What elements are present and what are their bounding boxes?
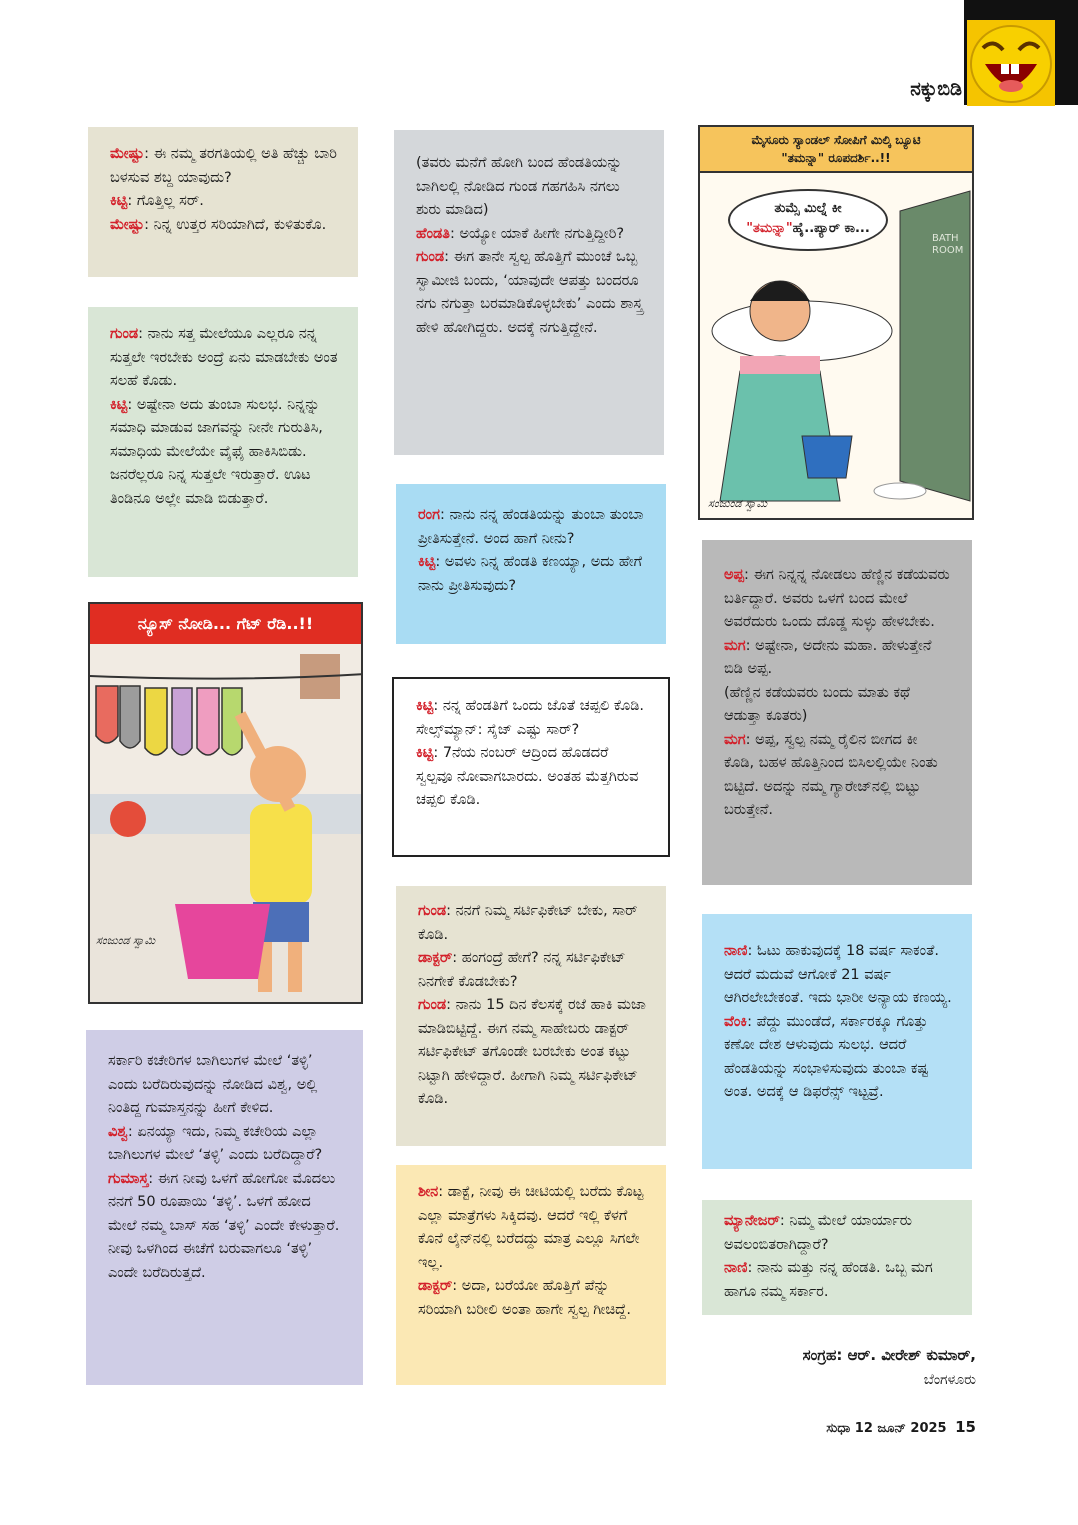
joke-line: ಗುಂಡ: ನನಗೆ ನಿಮ್ಮ ಸರ್ಟಿಫಿಕೇಟ್ ಬೇಕು, ಸಾರ್ ಕೊಡಿ. (418, 903, 638, 943)
dialogue-text: ನಾನು ನನ್ನ ಹೆಂಡತಿಯನ್ನು ತುಂಬಾ ತುಂಬಾ ಪ್ರೀತಿಸುತ್ತೇನೆ. ಅಂದ ಹಾಗೆ ನೀನು? (418, 507, 644, 547)
dialogue-text: ಅಪ್ಪ, ಸ್ವಲ್ಪ ನಮ್ಮ ರೈಲಿನ ಬೀಗದ ಕೀ ಕೊಡಿ, ಬಹಳ ಹೊತ್ತಿನಿಂದ ಬಿಸಿಲಲ್ಲಿಯೇ ನಿಂತು ಬಿಟ್ಟಿದೆ. ಅದನ್ನು ನಮ್ಮ ಗ್ಯಾರೇಜ್‌ನಲ್ಲಿ ಬಿಟ್ಟು ಬರುತ್ತೇನೆ. (724, 731, 938, 818)
dialogue-text: ಸೇಲ್ಸ್‌ಮ್ಯಾನ್: ಸೈಜ್ ಎಷ್ಟು ಸಾರ್? (416, 721, 580, 738)
speaker-name: ಗುಂಡ (418, 903, 447, 919)
speaker-name: ಶೀನ (418, 1184, 439, 1200)
joke-line: ಡಾಕ್ಟರ್: ಹಂಗಂದ್ರೆ ಹೇಗೆ? ನನ್ನ ಸರ್ಟಿಫಿಕೇಟ್ ನಿನಗೇಕೆ ಕೊಡಬೇಕು? (418, 950, 626, 990)
joke-box-11 (702, 1200, 972, 1315)
section-title: ನಕ್ಕುಬಿಡಿ (910, 78, 962, 100)
speaker-name: ಕಿಟ್ಟಿ (110, 193, 128, 209)
issue-date: 12 ಜೂನ್ 2025 (854, 1421, 947, 1436)
joke-line: ಕಿಟ್ಟಿ: ನನ್ನ ಹೆಂಡತಿಗೆ ಒಂದು ಜೊತೆ ಚಪ್ಪಲಿ ಕೊಡಿ. (416, 698, 644, 714)
bubble-line-2 (730, 219, 886, 239)
speaker-name: ಗುಂಡ (418, 997, 447, 1013)
joke-line (724, 682, 952, 729)
door-sign: BATH ROOM (932, 233, 964, 256)
joke-line: ಕಿಟ್ಟಿ: ಅಷ್ಟೇನಾ ಅದು ತುಂಬಾ ಸುಲಭ. ನಿನ್ನನ್ನು ಸಮಾಧಿ ಮಾಡುವ ಜಾಗವನ್ನು ನೀನೇ ಗುರುತಿಸಿ, ಸಮಾಧಿಯ ಮೇಲೆಯೇ ವೈಫೈ ಹಾಕಿಸಿಬಿಡು. ಜನರೆಲ್ಲರೂ ನಿನ್ನ ಸುತ್ತಲೇ ಇರುತ್ತಾರೆ. ಊಟ ತಿಂಡಿನೂ ಅಲ್ಲೇ ಮಾಡಿ ಬಿಡುತ್ತಾರೆ. (110, 396, 323, 507)
joke-line: ಮ್ಯಾನೇಜರ್: ನಿಮ್ಮ ಮೇಲೆ ಯಾರ್ಯಾರು ಅವಲಂಬಿತರಾಗಿದ್ದಾರೆ? (724, 1213, 912, 1253)
joke-line: ಕಿಟ್ಟಿ: 7ನೆಯ ನಂಬರ್ ಆದ್ರಿಂದ ಹೊಡದರೆ ಸ್ವಲ್ಪವೂ ನೋವಾಗಬಾರದು. ಅಂತಹ ಮೆತ್ತಗಿರುವ ಚಪ್ಪಲಿ ಕೊಡಿ. (416, 745, 639, 808)
speaker-name: ಮಗ (724, 637, 746, 654)
dialogue-text: ಹಂಗಂದ್ರೆ ಹೇಗೆ? ನನ್ನ ಸರ್ಟಿಫಿಕೇಟ್ ನಿನಗೇಕೆ ಕೊಡಬೇಕು? (418, 950, 626, 990)
speaker-name: ಕಿಟ್ಟಿ (416, 698, 434, 714)
speaker-name: ಮಗ (724, 731, 746, 748)
dialogue-text: ಈಗ ನಿನ್ನನ್ನ ನೋಡಲು ಹೆಣ್ಣಿನ ಕಡೆಯವರು ಬರ್ತಿದ್ದಾರೆ. ಅವರು ಒಳಗೆ ಬಂದ ಮೇಲೆ ಅವರೆದುರು ಒಂದು ದೊಡ್ಡ ಸುಳ್ಳು ಹೇಳಬೇಕು. (724, 567, 950, 630)
joke-line: ಗುಂಡ: ನಾನು ಸತ್ತ ಮೇಲೆಯೂ ಎಲ್ಲರೂ ನನ್ನ ಸುತ್ತಲೇ ಇರಬೇಕು ಅಂದ್ರೆ ಏನು ಮಾಡಬೇಕು ಅಂತ ಸಲಹೆ ಕೊಡು. (110, 326, 338, 389)
dialogue-text: ಅಯ್ಯೋ ಯಾಕೆ ಹೀಗೇ ನಗುತ್ತಿದ್ದೀರಿ? (459, 225, 625, 242)
bubble-name: "ತಮನ್ನಾ" (746, 221, 793, 236)
joke-line: ಮೇಷ್ಟು: ನಿನ್ನ ಉತ್ತರ ಸರಿಯಾಗಿದೆ, ಕುಳಿತುಕೊ. (110, 216, 327, 233)
speaker-name: ಗುಂಡ (416, 249, 445, 265)
dialogue-text: ಸರ್ಕಾರಿ ಕಚೇರಿಗಳ ಬಾಗಿಲುಗಳ ಮೇಲೆ ‘ತಳ್ಳಿ’ ಎಂದು ಬರೆದಿರುವುದನ್ನು ನೋಡಿದ ವಿಶ್ವ, ಅಲ್ಲಿ ನಿಂತಿದ್ದ ಗುಮಾಸ್ತನನ್ನು ಹೀಗೆ ಕೇಳಿದ. (108, 1053, 318, 1116)
joke-box-10 (396, 1165, 666, 1385)
joke-box-5 (392, 677, 670, 857)
joke-box-3 (394, 130, 664, 455)
dialogue-text: ಈಗ ನೀವು ಒಳಗೆ ಹೋಗೋ ಮೊದಲು ನನಗೆ 50 ರೂಪಾಯಿ ‘ತಳ್ಳಿ’. ಒಳಗೆ ಹೋದ ಮೇಲೆ ನಮ್ಮ ಬಾಸ್ ಸಹ ‘ತಳ್ಳಿ’ ಎಂದೇ ಕೇಳುತ್ತಾರೆ. ನೀವು ಒಳಗಿಂದ ಈಚೆಗೆ ಬರುವಾಗಲೂ ‘ತಳ್ಳಿ’ ಎಂದೇ ಬರೆದಿರುತ್ತದೆ. (108, 1170, 340, 1281)
cartoon-soap-bathroom (698, 125, 974, 520)
joke-line (416, 152, 644, 223)
joke-line: ಮೇಷ್ಟು: ಈ ನಮ್ಮ ತರಗತಿಯಲ್ಲಿ ಅತಿ ಹೆಚ್ಚು ಬಾರಿ ಬಳಸುವ ಶಬ್ದ ಯಾವುದು? (110, 146, 337, 186)
cartoon-caption-text: ಮೈಸೂರು ಸ್ಯಾಂಡಲ್ ಸೋಪಿಗೆ ಮಿಲ್ಕಿ ಬ್ಯೂಟಿ "ತಮನ್ನಾ" ರೂಪದರ್ಶಿ..!! (751, 133, 921, 165)
speaker-name: ಡಾಕ್ಟರ್ (418, 950, 453, 966)
speaker-name: ಕಿಟ್ಟಿ (110, 396, 128, 413)
clothesline-illustration (90, 644, 363, 1004)
joke-line (416, 719, 648, 743)
joke-box-6 (702, 540, 972, 885)
dialogue-text: (ಹೆಣ್ಣಿನ ಕಡೆಯವರು ಬಂದು ಮಾತು ಕಥೆ ಆಡುತ್ತಾ ಕೂತರು) (724, 684, 910, 724)
speaker-name: ವಿಶ್ವ (108, 1123, 128, 1140)
dialogue-text: ಪೆದ್ದು ಮುಂಡೆದೆ, ಸರ್ಕಾರಕ್ಕೂ ಗೊತ್ತು ಕಣೋ ದೇಶ ಆಳುವುದು ಸುಲಭ. ಆದರೆ ಹೆಂಡತಿಯನ್ನು ಸಂಭಾಳಿಸುವುದು ತುಂಬಾ ಕಷ್ಟ ಅಂತ. ಅದಕ್ಕೆ ಆ ಡಿಫರೆನ್ಸ್ ಇಟ್ಟವ್ರೆ. (724, 1013, 929, 1100)
magazine-name: ಸುಧಾ (826, 1421, 851, 1436)
joke-box-1 (88, 127, 358, 277)
joke-line: ಗುಮಾಸ್ತ: ಈಗ ನೀವು ಒಳಗೆ ಹೋಗೋ ಮೊದಲು ನನಗೆ 50 ರೂಪಾಯಿ ‘ತಳ್ಳಿ’. ಒಳಗೆ ಹೋದ ಮೇಲೆ ನಮ್ಮ ಬಾಸ್ ಸಹ ‘ತಳ್ಳಿ’ ಎಂದೇ ಕೇಳುತ್ತಾರೆ. ನೀವು ಒಳಗಿಂದ ಈಚೆಗೆ ಬರುವಾಗಲೂ ‘ತಳ್ಳಿ’ ಎಂದೇ ಬರೆದಿರುತ್ತದೆ. (108, 1170, 340, 1281)
joke-line: ಕಿಟ್ಟಿ: ಗೊತ್ತಿಲ್ಲ ಸರ್. (110, 193, 204, 209)
speech-bubble (728, 189, 888, 251)
speaker-name: ಹೆಂಡತಿ (416, 225, 450, 242)
joke-box-2 (88, 307, 358, 577)
speaker-name: ಮೇಷ್ಟು (110, 216, 145, 233)
dialogue-text: ಈ ನಮ್ಮ ತರಗತಿಯಲ್ಲಿ ಅತಿ ಹೆಚ್ಚು ಬಾರಿ ಬಳಸುವ ಶಬ್ದ ಯಾವುದು? (110, 146, 337, 186)
dialogue-text: ನಾನು ಸತ್ತ ಮೇಲೆಯೂ ಎಲ್ಲರೂ ನನ್ನ ಸುತ್ತಲೇ ಇರಬೇಕು ಅಂದ್ರೆ ಏನು ಮಾಡಬೇಕು ಅಂತ ಸಲಹೆ ಕೊಡು. (110, 326, 338, 389)
dialogue-text: ನಾನು ಮತ್ತು ನನ್ನ ಹೆಂಡತಿ. ಒಬ್ಬ ಮಗ ಹಾಗೂ ನಮ್ಮ ಸರ್ಕಾರ. (724, 1260, 933, 1300)
speaker-name: ಮೇಷ್ಟು (110, 146, 145, 162)
dialogue-text: ಅಷ್ಟೇನಾ ಅದು ತುಂಬಾ ಸುಲಭ. ನಿನ್ನನ್ನು ಸಮಾಧಿ ಮಾಡುವ ಜಾಗವನ್ನು ನೀನೇ ಗುರುತಿಸಿ, ಸಮಾಧಿಯ ಮೇಲೆಯೇ ವೈಫೈ ಹಾಕಿಸಿಬಿಡು. ಜನರೆಲ್ಲರೂ ನಿನ್ನ ಸುತ್ತಲೇ ಇರುತ್ತಾರೆ. ಊಟ ತಿಂಡಿನೂ ಅಲ್ಲೇ ಮಾಡಿ ಬಿಡುತ್ತಾರೆ. (110, 396, 323, 507)
joke-line: ಡಾಕ್ಟರ್: ಅದಾ, ಬರೆಯೋ ಹೊತ್ತಿಗೆ ಪೆನ್ನು ಸರಿಯಾಗಿ ಬರೀಲಿ ಅಂತಾ ಹಾಗೇ ಸ್ವಲ್ಪ ಗೀಚಿದ್ದೆ. (418, 1278, 631, 1318)
dialogue-text: ಅದಾ, ಬರೆಯೋ ಹೊತ್ತಿಗೆ ಪೆನ್ನು ಸರಿಯಾಗಿ ಬರೀಲಿ ಅಂತಾ ಹಾಗೇ ಸ್ವಲ್ಪ ಗೀಚಿದ್ದೆ. (418, 1278, 631, 1318)
page-footer (780, 1418, 976, 1436)
speaker-name: ಕಿಟ್ಟಿ (418, 554, 436, 570)
dialogue-text: ಅವಳು ನಿನ್ನ ಹೆಂಡತಿ ಕಣಯ್ಯಾ, ಅದು ಹೇಗೆ ನಾನು ಪ್ರೀತಿಸುವುದು? (418, 554, 643, 594)
dialogue-text: (ತವರು ಮನೆಗೆ ಹೋಗಿ ಬಂದ ಹೆಂಡತಿಯನ್ನು ಬಾಗಿಲಲ್ಲಿ ನೋಡಿದ ಗುಂಡ ಗಹಗಹಿಸಿ ನಗಲು ಶುರು ಮಾಡಿದ) (416, 155, 622, 218)
cartoon-signature: ಸಂಜುಂಡ ಸ್ವಾಮಿ (96, 934, 156, 947)
dialogue-text: ಏನಯ್ಯಾ ಇದು, ನಿಮ್ಮ ಕಚೇರಿಯ ಎಲ್ಲಾ ಬಾಗಿಲುಗಳ ಮೇಲೆ ‘ತಳ್ಳಿ’ ಎಂದು ಬರೆದಿದ್ದಾರೆ? (108, 1123, 323, 1163)
joke-line: ಮಗ: ಅಪ್ಪ, ಸ್ವಲ್ಪ ನಮ್ಮ ರೈಲಿನ ಬೀಗದ ಕೀ ಕೊಡಿ, ಬಹಳ ಹೊತ್ತಿನಿಂದ ಬಿಸಿಲಲ್ಲಿಯೇ ನಿಂತು ಬಿಟ್ಟಿದೆ. ಅದನ್ನು ನಮ್ಮ ಗ್ಯಾರೇಜ್‌ನಲ್ಲಿ ಬಿಟ್ಟು ಬರುತ್ತೇನೆ. (724, 731, 938, 818)
speaker-name: ನಾಣಿ (724, 1260, 748, 1276)
speaker-name: ಮ್ಯಾನೇಜರ್ (724, 1213, 780, 1229)
dialogue-text: ನಿಮ್ಮ ಮೇಲೆ ಯಾರ್ಯಾರು ಅವಲಂಬಿತರಾಗಿದ್ದಾರೆ? (724, 1213, 912, 1253)
joke-line: ವೆಂಕಿ: ಪೆದ್ದು ಮುಂಡೆದೆ, ಸರ್ಕಾರಕ್ಕೂ ಗೊತ್ತು ಕಣೋ ದೇಶ ಆಳುವುದು ಸುಲಭ. ಆದರೆ ಹೆಂಡತಿಯನ್ನು ಸಂಭಾಳಿಸುವುದು ತುಂಬಾ ಕಷ್ಟ ಅಂತ. ಅದಕ್ಕೆ ಆ ಡಿಫರೆನ್ಸ್ ಇಟ್ಟವ್ರೆ. (724, 1013, 929, 1100)
speaker-name: ಗುಂಡ (110, 326, 139, 342)
speaker-name: ರಂಗ (418, 507, 440, 523)
joke-line: ನಾಣಿ: ಓಟು ಹಾಕುವುದಕ್ಕೆ 18 ವರ್ಷ ಸಾಕಂತೆ. ಆದರೆ ಮದುವೆ ಆಗೋಕೆ 21 ವರ್ಷ ಆಗಿರಲೇಬೇಕಂತೆ. ಇದು ಭಾರೀ ಅನ್ಯಾಯ ಕಣಯ್ಯ. (724, 943, 952, 1006)
dialogue-text: ನನ್ನ ಹೆಂಡತಿಗೆ ಒಂದು ಜೊತೆ ಚಪ್ಪಲಿ ಕೊಡಿ. (442, 698, 644, 714)
dialogue-text: ಡಾಕ್ಟೆ, ನೀವು ಈ ಚೀಟಿಯಲ್ಲಿ ಬರೆದು ಕೊಟ್ಟ ಎಲ್ಲಾ ಮಾತ್ರೆಗಳು ಸಿಕ್ಕಿದವು. ಆದರೆ ಇಲ್ಲಿ ಕೆಳಗೆ ಕೊನೆ ಲೈನ್‌ನಲ್ಲಿ ಬರೆದದ್ದು ಮಾತ್ರ ಎಲ್ಲೂ ಸಿಗಲೇ ಇಲ್ಲ. (418, 1184, 644, 1271)
joke-line: ಅಪ್ಪ: ಈಗ ನಿನ್ನನ್ನ ನೋಡಲು ಹೆಣ್ಣಿನ ಕಡೆಯವರು ಬರ್ತಿದ್ದಾರೆ. ಅವರು ಒಳಗೆ ಬಂದ ಮೇಲೆ ಅವರೆದುರು ಒಂದು ದೊಡ್ಡ ಸುಳ್ಳು ಹೇಳಬೇಕು. (724, 567, 950, 630)
joke-box-9 (86, 1030, 363, 1385)
cartoon-caption-text: ನ್ಯೂಸ್ ನೋಡಿ... ಗೆಟ್ ರೆಡಿ..!! (137, 614, 314, 633)
cartoon-mask-clothesline (88, 602, 363, 1004)
laughing-face-icon (967, 20, 1055, 106)
joke-line: ಮಗ: ಅಷ್ಟೇನಾ, ಅದೇನು ಮಹಾ. ಹೇಳುತ್ತೇನೆ ಬಿಡಿ ಅಪ್ಪ. (724, 637, 932, 677)
joke-line: ನಾಣಿ: ನಾನು ಮತ್ತು ನನ್ನ ಹೆಂಡತಿ. ಒಬ್ಬ ಮಗ ಹಾಗೂ ನಮ್ಮ ಸರ್ಕಾರ. (724, 1260, 933, 1300)
cartoon-signature: ಸಂಜುಂಡ ಸ್ವಾಮಿ (708, 497, 768, 510)
joke-line: ಗುಂಡ: ನಾನು 15 ದಿನ ಕೆಲಸಕ್ಕೆ ರಜೆ ಹಾಕಿ ಮಜಾ ಮಾಡಿಬಿಟ್ಟಿದ್ದೆ. ಈಗ ನಮ್ಮ ಸಾಹೇಬರು ಡಾಕ್ಟರ್ ಸರ್ಟಿಫಿಕೇಟ್ ತಗೊಂಡೇ ಬರಬೇಕು ಅಂತ ಕಟ್ಟು ನಿಟ್ಟಾಗಿ ಹೇಳಿದ್ದಾರೆ. ಹೀಗಾಗಿ ನಿಮ್ಮ ಸರ್ಟಿಫಿಕೇಟ್ ಕೊಡಿ. (418, 997, 646, 1107)
dialogue-text: ನನಗೆ ನಿಮ್ಮ ಸರ್ಟಿಫಿಕೇಟ್ ಬೇಕು, ಸಾರ್ ಕೊಡಿ. (418, 903, 638, 943)
dialogue-text: ಅಷ್ಟೇನಾ, ಅದೇನು ಮಹಾ. ಹೇಳುತ್ತೇನೆ ಬಿಡಿ ಅಪ್ಪ. (724, 637, 932, 677)
page-number: 15 (955, 1418, 976, 1436)
credit-line-2: ಬೆಂಗಳೂರು (923, 1372, 976, 1388)
joke-line: ಕಿಟ್ಟಿ: ಅವಳು ನಿನ್ನ ಹೆಂಡತಿ ಕಣಯ್ಯಾ, ಅದು ಹೇಗೆ ನಾನು ಪ್ರೀತಿಸುವುದು? (418, 554, 643, 594)
joke-line: ಹೆಂಡತಿ: ಅಯ್ಯೋ ಯಾಕೆ ಹೀಗೇ ನಗುತ್ತಿದ್ದೀರಿ? (416, 225, 625, 242)
speaker-name: ಅಪ್ಪ (724, 567, 744, 583)
dialogue-text: ಗೊತ್ತಿಲ್ಲ ಸರ್. (136, 193, 204, 209)
joke-box-4 (396, 484, 666, 644)
joke-line: ವಿಶ್ವ: ಏನಯ್ಯಾ ಇದು, ನಿಮ್ಮ ಕಚೇರಿಯ ಎಲ್ಲಾ ಬಾಗಿಲುಗಳ ಮೇಲೆ ‘ತಳ್ಳಿ’ ಎಂದು ಬರೆದಿದ್ದಾರೆ? (108, 1123, 323, 1163)
dialogue-text: ಈಗ ತಾನೇ ಸ್ವಲ್ಪ ಹೊತ್ತಿಗೆ ಮುಂಚೆ ಒಬ್ಬ ಸ್ವಾಮೀಜಿ ಬಂದು, ‘ಯಾವುದೇ ಆಪತ್ತು ಬಂದರೂ ನಗು ನಗುತ್ತಾ ಬರಮಾಡಿಕೊಳ್ಳಬೇಕು’ ಎಂದು ಶಾಸ್ತ್ರ ಹೇಳಿ ಹೋಗಿದ್ದರು. ಅದಕ್ಕೆ ನಗುತ್ತಿದ್ದೇನೆ. (416, 249, 643, 336)
speaker-name: ವೆಂಕಿ (724, 1013, 748, 1030)
speaker-name: ನಾಣಿ (724, 943, 748, 959)
joke-box-7 (396, 886, 666, 1146)
credit-line-1: ಸಂಗ್ರಹ: ಆರ್. ವೀರೇಶ್ ಕುಮಾರ್, (802, 1346, 976, 1364)
joke-line: ಶೀನ: ಡಾಕ್ಟೆ, ನೀವು ಈ ಚೀಟಿಯಲ್ಲಿ ಬರೆದು ಕೊಟ್ಟ ಎಲ್ಲಾ ಮಾತ್ರೆಗಳು ಸಿಕ್ಕಿದವು. ಆದರೆ ಇಲ್ಲಿ ಕೆಳಗೆ ಕೊನೆ ಲೈನ್‌ನಲ್ಲಿ ಬರೆದದ್ದು ಮಾತ್ರ ಎಲ್ಲೂ ಸಿಗಲೇ ಇಲ್ಲ. (418, 1184, 644, 1271)
speaker-name: ಗುಮಾಸ್ತ (108, 1170, 149, 1187)
joke-line: ಗುಂಡ: ಈಗ ತಾನೇ ಸ್ವಲ್ಪ ಹೊತ್ತಿಗೆ ಮುಂಚೆ ಒಬ್ಬ ಸ್ವಾಮೀಜಿ ಬಂದು, ‘ಯಾವುದೇ ಆಪತ್ತು ಬಂದರೂ ನಗು ನಗುತ್ತಾ ಬರಮಾಡಿಕೊಳ್ಳಬೇಕು’ ಎಂದು ಶಾಸ್ತ್ರ ಹೇಳಿ ಹೋಗಿದ್ದರು. ಅದಕ್ಕೆ ನಗುತ್ತಿದ್ದೇನೆ. (416, 249, 643, 336)
speaker-name: ಡಾಕ್ಟರ್ (418, 1278, 453, 1294)
joke-line (108, 1050, 343, 1121)
joke-line: ರಂಗ: ನಾನು ನನ್ನ ಹೆಂಡತಿಯನ್ನು ತುಂಬಾ ತುಂಬಾ ಪ್ರೀತಿಸುತ್ತೇನೆ. ಅಂದ ಹಾಗೆ ನೀನು? (418, 507, 644, 547)
speaker-name: ಕಿಟ್ಟಿ (416, 745, 434, 761)
dialogue-text: ನಿನ್ನ ಉತ್ತರ ಸರಿಯಾಗಿದೆ, ಕುಳಿತುಕೊ. (153, 216, 327, 233)
dialogue-text: ನಾನು 15 ದಿನ ಕೆಲಸಕ್ಕೆ ರಜೆ ಹಾಕಿ ಮಜಾ ಮಾಡಿಬಿಟ್ಟಿದ್ದೆ. ಈಗ ನಮ್ಮ ಸಾಹೇಬರು ಡಾಕ್ಟರ್ ಸರ್ಟಿಫಿಕೇಟ್ ತಗೊಂಡೇ ಬರಬೇಕು ಅಂತ ಕಟ್ಟು ನಿಟ್ಟಾಗಿ ಹೇಳಿದ್ದಾರೆ. ಹೀಗಾಗಿ ನಿಮ್ಮ ಸರ್ಟಿಫಿಕೇಟ್ ಕೊಡಿ. (418, 997, 646, 1107)
bubble-line-1: ತುಮ್ಸೆ ಮಿಲ್ನೆ ಕೀ (774, 201, 842, 216)
joke-box-8 (702, 914, 972, 1169)
bubble-rest: ಹೈ..ಪ್ಯಾರ್ ಕಾ... (792, 221, 870, 236)
dialogue-text: 7ನೆಯ ನಂಬರ್ ಆದ್ರಿಂದ ಹೊಡದರೆ ಸ್ವಲ್ಪವೂ ನೋವಾಗಬಾರದು. ಅಂತಹ ಮೆತ್ತಗಿರುವ ಚಪ್ಪಲಿ ಕೊಡಿ. (416, 745, 639, 808)
dialogue-text: ಓಟು ಹಾಕುವುದಕ್ಕೆ 18 ವರ್ಷ ಸಾಕಂತೆ. ಆದರೆ ಮದುವೆ ಆಗೋಕೆ 21 ವರ್ಷ ಆಗಿರಲೇಬೇಕಂತೆ. ಇದು ಭಾರೀ ಅನ್ಯಾಯ ಕಣಯ್ಯ. (724, 943, 952, 1006)
